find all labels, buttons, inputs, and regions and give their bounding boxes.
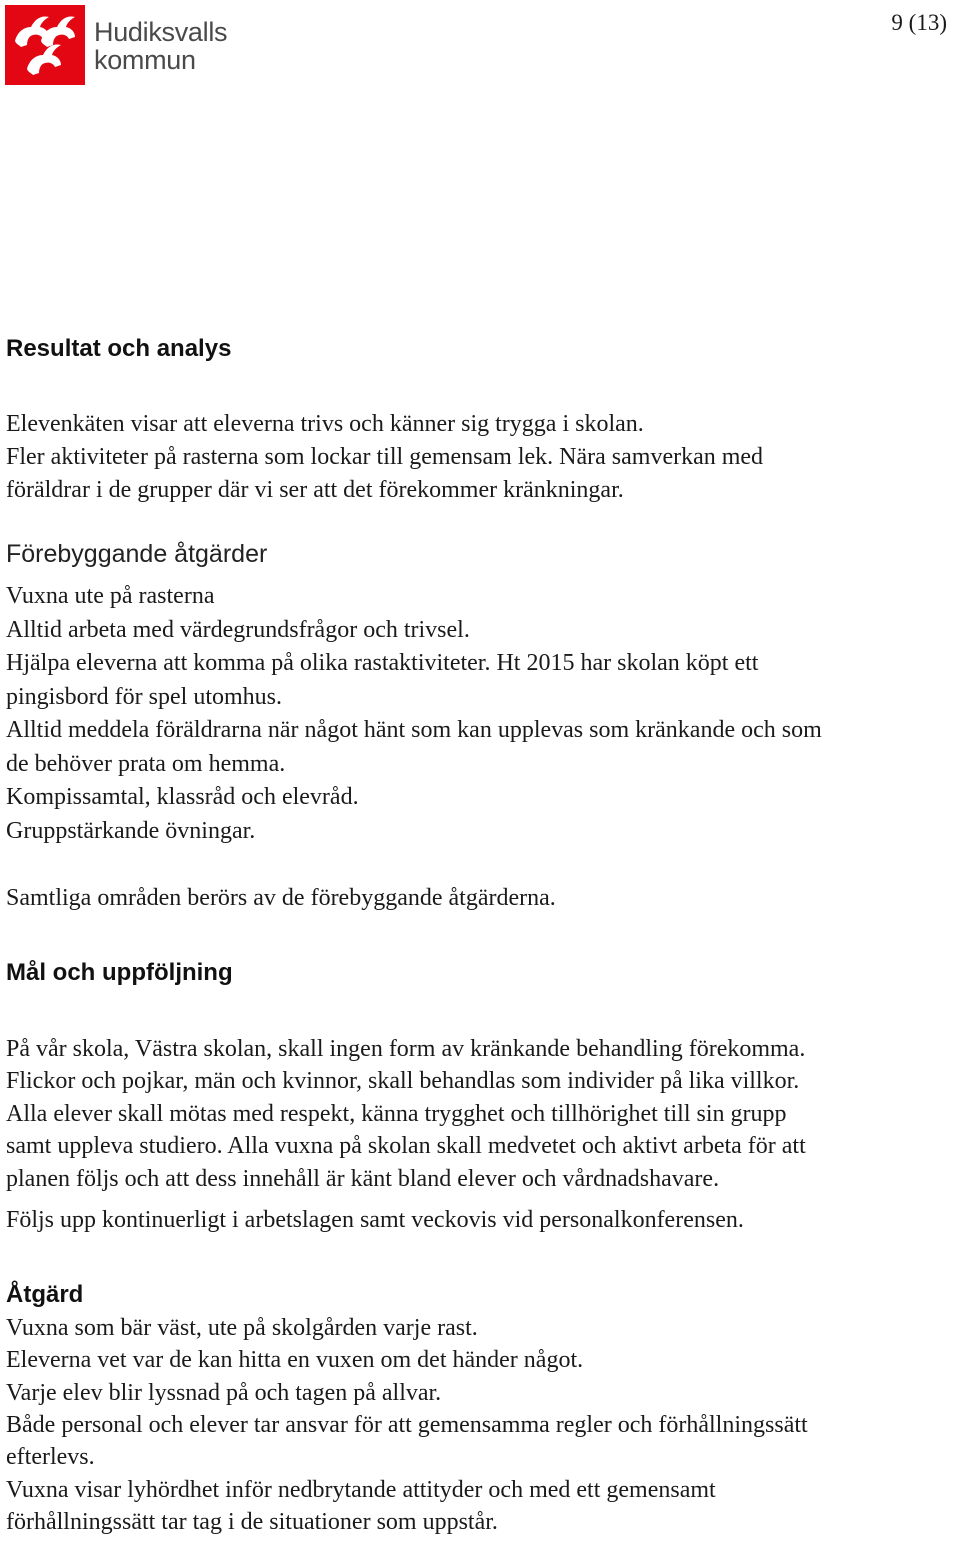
heading-atgard: Åtgärd (6, 1281, 84, 1308)
mal-line: På vår skola, Västra skolan, skall ingen form av kränkande behandling förekomma. (6, 1036, 806, 1062)
resultat-line: Fler aktiviteter på rasterna som lockar till gemensam lek. Nära samverkan med (6, 444, 764, 470)
mal-line: planen följs och att dess innehåll är känt bland elever och vårdnadshavare. (6, 1166, 720, 1192)
forebyggande-line: Vuxna ute på rasterna (6, 583, 215, 609)
heading-mal: Mål och uppföljning (6, 959, 233, 986)
heading-forebyggande: Förebyggande åtgärder (6, 540, 268, 568)
mal-followup: Följs upp kontinuerligt i arbetslagen samt veckovis vid personalkonferensen. (6, 1207, 744, 1233)
page-number: 9 (13) (891, 10, 947, 35)
logo-wordmark (94, 18, 227, 74)
mal-line: samt uppleva studiero. Alla vuxna på skolan skall medvetet och aktivt arbeta för att (6, 1133, 806, 1159)
forebyggande-line: pingisbord för spel utomhus. (6, 684, 282, 710)
atgard-line: Varje elev blir lyssnad på och tagen på allvar. (6, 1380, 442, 1406)
resultat-line: Elevenkäten visar att eleverna trivs och känner sig trygga i skolan. (6, 411, 644, 437)
atgard-line: efterlevs. (6, 1444, 95, 1470)
municipality-logo (5, 5, 227, 85)
atgard-line: Både personal och elever tar ansvar för att gemensamma regler och förhållningssätt (6, 1412, 808, 1438)
atgard-line: Vuxna som bär väst, ute på skolgården varje rast. (6, 1315, 478, 1341)
heading-resultat: Resultat och analys (6, 335, 232, 362)
goat-emblem-icon (5, 5, 85, 85)
forebyggande-line: Kompissamtal, klassråd och elevråd. (6, 784, 359, 810)
logo-line-1: Hudiksvalls (94, 17, 228, 47)
atgard-line: Eleverna vet var de kan hitta en vuxen om det händer något. (6, 1347, 584, 1373)
atgard-line: förhållningssätt tar tag i de situationer som uppstår. (6, 1509, 498, 1535)
forebyggande-line: Hjälpa eleverna att komma på olika rastaktiviteter. Ht 2015 har skolan köpt ett (6, 650, 759, 676)
forebyggande-line: de behöver prata om hemma. (6, 751, 286, 777)
forebyggande-line: Gruppstärkande övningar. (6, 818, 256, 844)
mal-line: Flickor och pojkar, män och kvinnor, skall behandlas som individer på lika villkor. (6, 1068, 800, 1094)
forebyggande-summary: Samtliga områden berörs av de förebyggande åtgärderna. (6, 885, 556, 911)
logo-line-2: kommun (94, 45, 196, 75)
forebyggande-line: Alltid meddela föräldrarna när något hänt som kan upplevas som kränkande och som (6, 717, 822, 743)
atgard-line: Vuxna visar lyhördhet inför nedbrytande attityder och med ett gemensamt (6, 1477, 716, 1503)
resultat-line: föräldrar i de grupper där vi ser att det förekommer kränkningar. (6, 477, 624, 503)
mal-line: Alla elever skall mötas med respekt, känna trygghet och tillhörighet till sin grupp (6, 1101, 787, 1127)
forebyggande-line: Alltid arbeta med värdegrundsfrågor och trivsel. (6, 617, 470, 643)
